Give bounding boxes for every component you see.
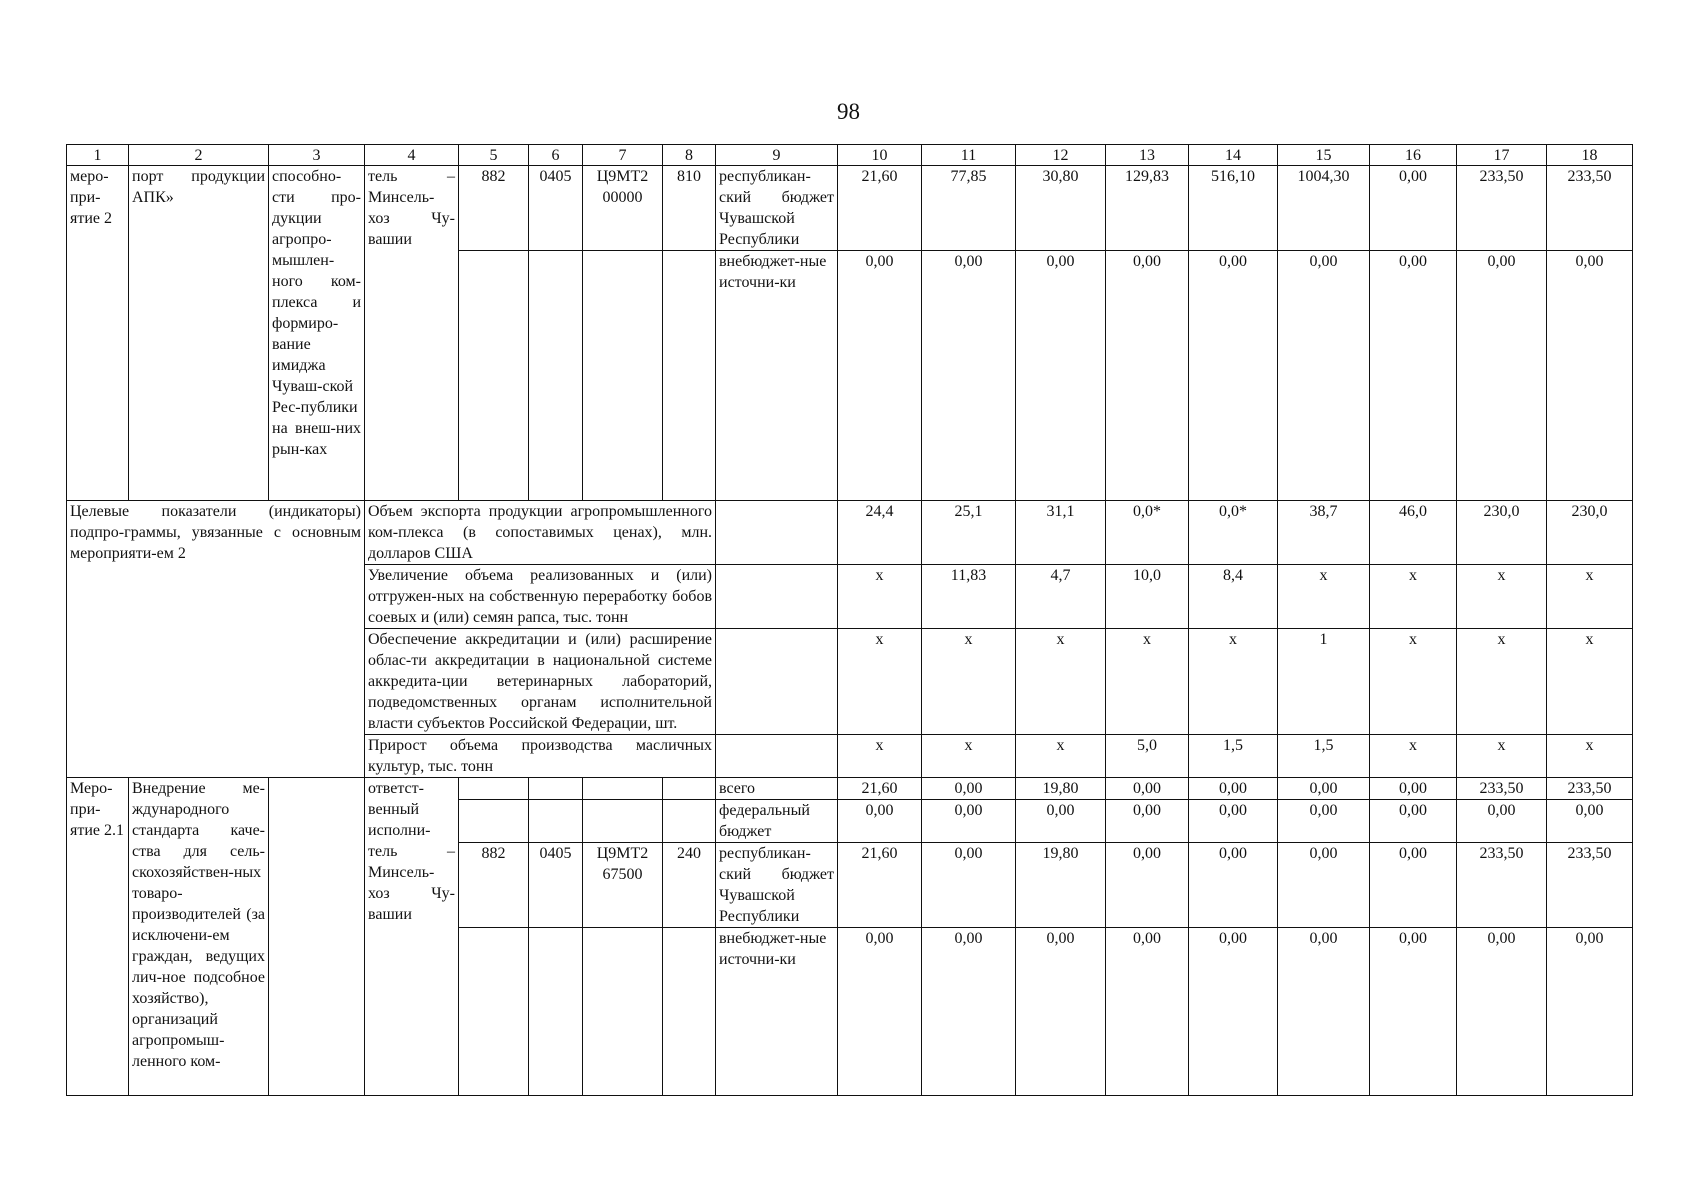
section-code [529, 800, 583, 843]
value-cell: 0,00 [1370, 800, 1457, 843]
value-cell: 0,00 [1278, 843, 1370, 928]
value-cell: 8,4 [1189, 565, 1278, 629]
grbs-code [459, 778, 529, 800]
column-number: 17 [1457, 145, 1547, 166]
value-cell: 0,00 [922, 928, 1016, 1096]
value-cell: 0,00 [1278, 928, 1370, 1096]
section-code [529, 251, 583, 501]
event-goal [269, 778, 365, 1096]
grbs-code [459, 800, 529, 843]
column-number: 9 [716, 145, 838, 166]
event-name: Внедрение ме-ждународного стандарта каче-ства для сель-скохозяйствен-ных товаро-производителей (за исключени-ем граждан, ведущих лич-ное подсобное хозяйство), организаций агропромыш-ленного ком- [129, 778, 269, 1096]
section-code [529, 778, 583, 800]
value-cell: 11,83 [922, 565, 1016, 629]
value-cell: 0,00 [1547, 800, 1633, 843]
grbs-code [459, 251, 529, 501]
value-cell: 0,00 [1016, 251, 1106, 501]
column-number: 5 [459, 145, 529, 166]
value-cell: 0,00 [838, 251, 922, 501]
value-cell: 0,00 [1370, 843, 1457, 928]
value-cell: х [1457, 629, 1547, 735]
value-cell: 38,7 [1278, 501, 1370, 565]
value-cell: 0,00 [1370, 928, 1457, 1096]
event-label: Меро-при-ятие 2.1 [67, 778, 129, 1096]
expense-type-code: 240 [663, 843, 716, 928]
empty-cell [716, 629, 838, 735]
empty-cell [716, 565, 838, 629]
column-number: 12 [1016, 145, 1106, 166]
column-number: 11 [922, 145, 1016, 166]
value-cell: 21,60 [838, 843, 922, 928]
section-code: 0405 [529, 843, 583, 928]
funding-source: федеральный бюджет [716, 800, 838, 843]
value-cell: х [838, 735, 922, 778]
value-cell: х [1189, 629, 1278, 735]
responsible-executor: ответст-венный исполни-тель – Минсель-хоз Чу-вашии [365, 778, 459, 1096]
value-cell: 0,00 [1189, 800, 1278, 843]
value-cell: 0,00 [1016, 800, 1106, 843]
value-cell: 0,00 [1547, 928, 1633, 1096]
value-cell: 1004,30 [1278, 166, 1370, 251]
table-row [67, 166, 1633, 251]
value-cell: 0,00 [838, 928, 922, 1096]
value-cell: х [838, 629, 922, 735]
budget-table [66, 144, 1633, 1096]
column-number: 3 [269, 145, 365, 166]
column-number: 13 [1106, 145, 1189, 166]
value-cell: 230,0 [1547, 501, 1633, 565]
value-cell: 21,60 [838, 166, 922, 251]
grbs-code: 882 [459, 166, 529, 251]
value-cell: 0,00 [1370, 251, 1457, 501]
target-article-code: Ц9МТ2 00000 [583, 166, 663, 251]
value-cell: х [1370, 565, 1457, 629]
value-cell: 0,00 [922, 800, 1016, 843]
indicator-text: Обеспечение аккредитации и (или) расширение облас-ти аккредитации в национальной системе аккредита-ции ветеринарных лабораторий, подведомственных органам исполнительной власти субъектов Российской Федерации, шт. [365, 629, 716, 735]
expense-type-code [663, 251, 716, 501]
funding-source: внебюджет-ные источни-ки [716, 928, 838, 1096]
value-cell: 0,00 [1370, 166, 1457, 251]
funding-source: всего [716, 778, 838, 800]
value-cell: 0,00 [1278, 251, 1370, 501]
value-cell: 230,0 [1457, 501, 1547, 565]
value-cell: 0,00 [1370, 778, 1457, 800]
column-number: 6 [529, 145, 583, 166]
target-article-code [583, 778, 663, 800]
column-number: 2 [129, 145, 269, 166]
value-cell: 10,0 [1106, 565, 1189, 629]
indicator-text: Прирост объема производства масличных культур, тыс. тонн [365, 735, 716, 778]
value-cell: 31,1 [1016, 501, 1106, 565]
value-cell: х [1457, 565, 1547, 629]
value-cell: 0,00 [1278, 800, 1370, 843]
value-cell: 0,0* [1189, 501, 1278, 565]
value-cell: 25,1 [922, 501, 1016, 565]
indicator-text: Объем экспорта продукции агропромышленного ком-плекса (в сопоставимых ценах), млн. долларов США [365, 501, 716, 565]
indicator-row [67, 501, 1633, 565]
value-cell: 0,0* [1106, 501, 1189, 565]
event-goal: способно-сти про-дукции агропро-мышлен-ного ком-плекса и формиро-вание имиджа Чуваш-ской Рес-публики на внеш-них рын-ках [269, 166, 365, 501]
value-cell: 19,80 [1016, 778, 1106, 800]
value-cell: 233,50 [1547, 166, 1633, 251]
value-cell: 0,00 [1106, 843, 1189, 928]
value-cell: х [1278, 565, 1370, 629]
value-cell: 24,4 [838, 501, 922, 565]
value-cell: 516,10 [1189, 166, 1278, 251]
column-number: 15 [1278, 145, 1370, 166]
value-cell: 0,00 [1547, 251, 1633, 501]
table-row [67, 778, 1633, 800]
value-cell: 233,50 [1547, 778, 1633, 800]
value-cell: 0,00 [1189, 928, 1278, 1096]
value-cell: 0,00 [1106, 251, 1189, 501]
value-cell: х [1547, 735, 1633, 778]
value-cell: х [1370, 735, 1457, 778]
value-cell: х [838, 565, 922, 629]
value-cell: 0,00 [922, 251, 1016, 501]
value-cell: 0,00 [1106, 928, 1189, 1096]
value-cell: 4,7 [1016, 565, 1106, 629]
column-number: 8 [663, 145, 716, 166]
funding-source: республикан-ский бюджет Чувашской Республики [716, 843, 838, 928]
expense-type-code [663, 778, 716, 800]
target-article-code [583, 251, 663, 501]
value-cell: х [1106, 629, 1189, 735]
empty-cell [716, 501, 838, 565]
value-cell: х [922, 735, 1016, 778]
target-article-code [583, 928, 663, 1096]
target-article-code [583, 800, 663, 843]
column-number-row [67, 145, 1633, 166]
column-number: 14 [1189, 145, 1278, 166]
value-cell: 5,0 [1106, 735, 1189, 778]
value-cell: 0,00 [1189, 778, 1278, 800]
responsible-executor: тель – Минсель-хоз Чу-вашии [365, 166, 459, 501]
value-cell: 233,50 [1457, 843, 1547, 928]
value-cell: 0,00 [1457, 251, 1547, 501]
indicator-text: Увеличение объема реализованных и (или) отгружен-ных на собственную переработку бобов соевых и (или) семян рапса, тыс. тонн [365, 565, 716, 629]
expense-type-code: 810 [663, 166, 716, 251]
value-cell: 233,50 [1457, 778, 1547, 800]
column-number: 16 [1370, 145, 1457, 166]
value-cell: 1,5 [1189, 735, 1278, 778]
value-cell: 0,00 [922, 778, 1016, 800]
value-cell: х [1016, 735, 1106, 778]
value-cell: 233,50 [1547, 843, 1633, 928]
value-cell: 0,00 [1457, 928, 1547, 1096]
grbs-code: 882 [459, 843, 529, 928]
section-code [529, 928, 583, 1096]
value-cell: 0,00 [1189, 843, 1278, 928]
value-cell: 19,80 [1016, 843, 1106, 928]
column-number: 18 [1547, 145, 1633, 166]
value-cell: 1 [1278, 629, 1370, 735]
value-cell: х [1457, 735, 1547, 778]
column-number: 7 [583, 145, 663, 166]
value-cell: 0,00 [1106, 800, 1189, 843]
value-cell: х [1370, 629, 1457, 735]
value-cell: х [922, 629, 1016, 735]
expense-type-code [663, 800, 716, 843]
value-cell: 129,83 [1106, 166, 1189, 251]
value-cell: 0,00 [922, 843, 1016, 928]
empty-cell [716, 735, 838, 778]
value-cell: 233,50 [1457, 166, 1547, 251]
value-cell: 0,00 [1016, 928, 1106, 1096]
page-number: 98 [837, 99, 860, 124]
event-label: меро-при-ятие 2 [67, 166, 129, 501]
column-number: 10 [838, 145, 922, 166]
value-cell: х [1547, 629, 1633, 735]
column-number: 4 [365, 145, 459, 166]
value-cell: 1,5 [1278, 735, 1370, 778]
value-cell: 30,80 [1016, 166, 1106, 251]
event-name: порт продукции АПК» [129, 166, 269, 501]
value-cell: 0,00 [1189, 251, 1278, 501]
value-cell: 0,00 [1457, 800, 1547, 843]
funding-source: внебюджет-ные источни-ки [716, 251, 838, 501]
section-code: 0405 [529, 166, 583, 251]
funding-source: республикан-ский бюджет Чувашской Республики [716, 166, 838, 251]
value-cell: 77,85 [922, 166, 1016, 251]
value-cell: 0,00 [1278, 778, 1370, 800]
column-number: 1 [67, 145, 129, 166]
value-cell: 21,60 [838, 778, 922, 800]
target-article-code: Ц9МТ2 67500 [583, 843, 663, 928]
value-cell: 0,00 [838, 800, 922, 843]
value-cell: х [1547, 565, 1633, 629]
indicators-label: Целевые показатели (индикаторы) подпро-граммы, увязанные с основным мероприяти-ем 2 [67, 501, 365, 778]
value-cell: 46,0 [1370, 501, 1457, 565]
grbs-code [459, 928, 529, 1096]
value-cell: 0,00 [1106, 778, 1189, 800]
value-cell: х [1016, 629, 1106, 735]
expense-type-code [663, 928, 716, 1096]
